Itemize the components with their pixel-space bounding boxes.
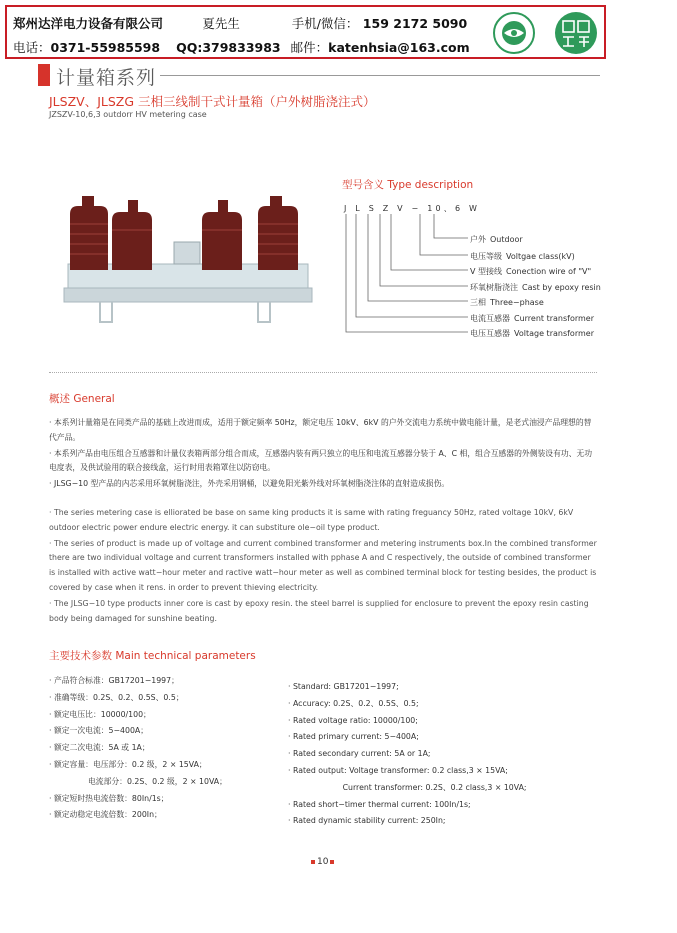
qq-number: QQ:379833983 xyxy=(176,40,281,55)
product-title-en: JZSZV-10,6,3 outdorr HV metering case xyxy=(49,110,207,119)
param-item: · 额定一次电流：5−400A； xyxy=(49,726,149,736)
title-divider xyxy=(160,75,600,76)
param-item: · Accuracy: 0.2S、0.2、0.5S、0.5; xyxy=(288,698,419,708)
param-item: · Rated voltage ratio: 10000/100; xyxy=(288,715,418,725)
param-item: · Rated primary current: 5−400A; xyxy=(288,732,419,742)
brand-seal-icon xyxy=(552,11,600,55)
product-title-cn: JLSZV、JLSZG 三相三线制干式计量箱（户外树脂浇注式） xyxy=(49,94,376,109)
type-row: 环氧树脂浇注 Cast by epoxy resin xyxy=(470,283,601,292)
paragraph: · The JLSG−10 type products inner core is cast by epoxy resin. the steel barrel is supplied for enclosure to prevent the epoxy resin casting body being damaged for sunshine beating. xyxy=(49,598,589,623)
email-address: katenhsia@163.com xyxy=(328,40,470,55)
param-item: 电流部分：0.2S、0.2 级，2 × 10VA； xyxy=(49,776,227,786)
param-item: · 额定二次电流：5A 或 1A； xyxy=(49,743,150,753)
phone-label: 电话： xyxy=(13,40,51,55)
mobile-label: 手机/微信： xyxy=(291,16,359,31)
param-item: · 准确等级：0.2S、0.2、0.5S、0.5； xyxy=(49,692,184,702)
type-row: V 型接线 Conection wire of "V" xyxy=(470,267,592,276)
mobile-number: 159 2172 5090 xyxy=(362,16,468,31)
header-line-1 xyxy=(13,14,467,32)
type-row: 户外 Outdoor xyxy=(470,235,523,244)
section-marker xyxy=(38,64,50,86)
general-en-text xyxy=(49,506,599,627)
parameters-heading: 主要技术参数 Main technical parameters xyxy=(49,650,256,662)
param-item: · 额定短时热电流倍数：80In/1s； xyxy=(49,793,169,803)
param-item: · Rated short−timer thermal current: 100In/1s; xyxy=(288,799,471,809)
parameters-cn-list xyxy=(49,673,227,824)
paragraph: · 本系列产品由电压组合互感器和计量仪表箱两部分组合而成，互感器内装有两只独立的电压和电流互感器分装于 A、C 相，组合互感器的外侧装设有功、无功电度表，及供试验用的联合接线盒，运行时用表箱罩住以防窃电。 xyxy=(49,448,593,473)
param-item: · Rated output: Voltage transformer: 0.2 class,3 × 15VA; xyxy=(288,765,508,775)
paragraph: · JLSG−10 型产品的内芯采用环氧树脂浇注，外壳采用钢桶，以避免阳光紫外线对环氧树脂浇注体的直射造成损伤。 xyxy=(49,479,450,489)
model-code-leader-lines xyxy=(340,212,475,337)
phone-number: 0371-55985598 xyxy=(50,40,161,55)
parameters-en-list xyxy=(288,679,527,830)
metering-box-photo xyxy=(56,190,316,330)
type-row: 三相 Three−phase xyxy=(470,298,544,307)
param-item: · 额定容量：电压部分：0.2 级，2 × 15VA； xyxy=(49,759,207,769)
param-item: · Rated dynamic stability current: 250In; xyxy=(288,816,446,826)
contact-header xyxy=(5,5,606,59)
param-item: · 额定电压比：10000/100； xyxy=(49,709,151,719)
page-number: 10 xyxy=(309,857,336,867)
company-logo-icon xyxy=(492,11,536,55)
general-cn-text xyxy=(49,416,599,493)
type-row: 电流互感器 Current transformer xyxy=(470,314,595,323)
param-item: · Rated secondary current: 5A or 1A; xyxy=(288,749,431,759)
paragraph: · The series of product is made up of voltage and current combined transformer and metering instruments box.In the combined transformer there are two individual voltage and current transformers installed with pphase A and C respectively, the outside of combined transformer is installed with active watt−hour meter and ractive watt−hour meter as well as combined terminal block for testing besides, the product is covered by case when it rens. in order to prevent thieving electricity. xyxy=(49,538,597,592)
param-item: · 额定动稳定电流倍数：200In； xyxy=(49,810,162,820)
page-marker-left xyxy=(311,860,315,864)
company-name: 郑州达洋电力设备有限公司 xyxy=(13,16,164,31)
header-line-2 xyxy=(13,38,470,56)
page-title: 计量箱系列 xyxy=(56,67,157,89)
param-item: Current transformer: 0.2S、0.2 class,3 × 10VA; xyxy=(288,782,527,792)
email-label: 邮件： xyxy=(290,40,329,55)
type-description-title: 型号含义 Type description xyxy=(342,179,474,191)
general-heading: 概述 General xyxy=(49,393,115,405)
section-separator xyxy=(49,372,597,373)
type-row: 电压互感器 Voltage transformer xyxy=(470,329,594,338)
param-item: · 产品符合标准：GB17201−1997； xyxy=(49,676,179,685)
contact-person: 夏先生 xyxy=(202,16,240,31)
page-marker-right xyxy=(330,860,334,864)
param-item: · Standard: GB17201−1997; xyxy=(288,682,399,691)
model-code: J L S Z V − 10、6 W xyxy=(344,204,481,213)
type-row: 电压等级 Voltgae class(kV) xyxy=(470,252,575,261)
paragraph: · 本系列计量箱是在同类产品的基础上改进而成，适用于额定频率 50Hz，额定电压 10kV、6kV 的户外交流电力系统中做电能计量，是老式油浸产品理想的替代产品。 xyxy=(49,418,592,442)
paragraph: · The series metering case is elliorated be base on same king products it is same with rating freguancy 50Hz, rated voltage 10kV, 6kV outdoor electric power endure electric energy. it can substiture ole−oil type product. xyxy=(49,508,574,532)
